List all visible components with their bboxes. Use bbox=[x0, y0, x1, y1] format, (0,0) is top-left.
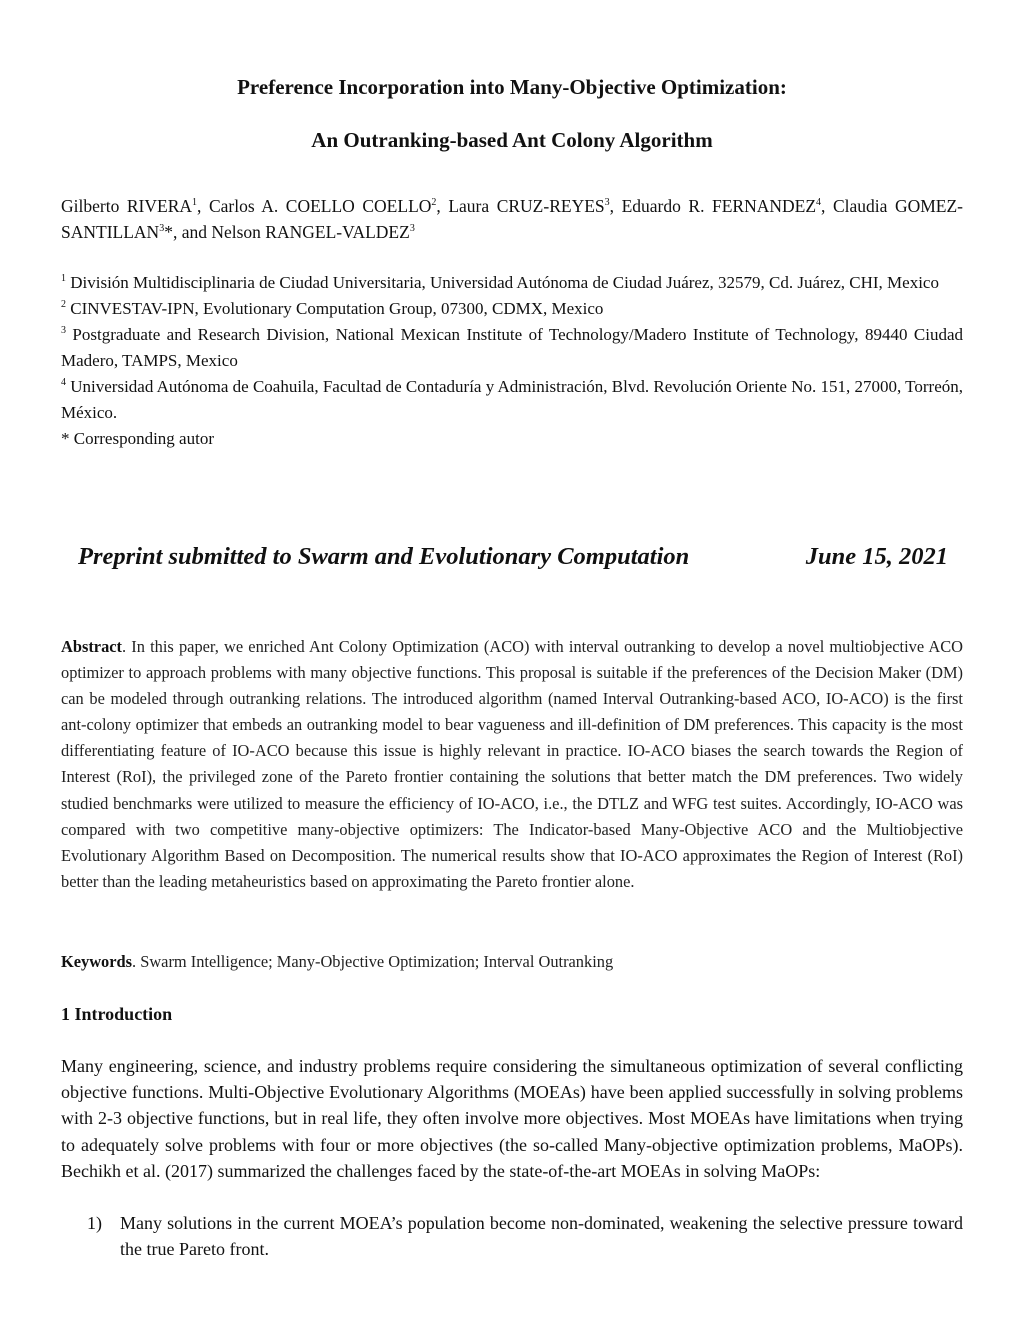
keywords-heading: Keywords bbox=[61, 952, 133, 971]
affiliation-item bbox=[61, 296, 963, 322]
author-separator: , bbox=[609, 196, 622, 216]
list-item-number: 1) bbox=[87, 1213, 102, 1233]
affiliation-number: 1 bbox=[61, 273, 66, 284]
keywords bbox=[61, 949, 963, 975]
list-item bbox=[61, 1210, 963, 1262]
keywords-text: . Swarm Intelligence; Many-Objective Optimization; Interval Outranking bbox=[132, 952, 614, 971]
affiliation-item bbox=[61, 374, 963, 426]
author-affiliation-mark: 4 bbox=[816, 197, 822, 208]
affiliation-text: Universidad Autónoma de Coahuila, Facultad de Contaduría y Administración, Blvd. Revolución Oriente No. 151, 27000, Torreón, México. bbox=[61, 377, 963, 422]
author-affiliation-mark: 3 bbox=[604, 197, 610, 208]
list-item-text: Many solutions in the current MOEA’s population become non-dominated, weakening the selective pressure toward the true Pareto front. bbox=[120, 1213, 963, 1260]
paper-title-line-2: An Outranking-based Ant Colony Algorithm bbox=[311, 128, 713, 152]
affiliation-number: 3 bbox=[61, 325, 66, 336]
author-affiliation-mark: 3 bbox=[409, 223, 415, 234]
affiliation-list bbox=[61, 270, 963, 452]
author-affiliation-mark: 2 bbox=[431, 197, 437, 208]
preprint-banner bbox=[78, 541, 948, 573]
affiliation-text: División Multidisciplinaria de Ciudad Universitaria, Universidad Autónoma de Ciudad Juárez, 32579, Cd. Juárez, CHI, Mexico bbox=[66, 273, 939, 292]
affiliation-number: 4 bbox=[61, 377, 66, 388]
corresponding-author-note: * Corresponding autor bbox=[61, 429, 214, 448]
affiliation-text: CINVESTAV-IPN, Evolutionary Computation Group, 07300, CDMX, Mexico bbox=[66, 299, 604, 318]
preprint-date: June 15, 2021 bbox=[805, 543, 948, 570]
author-name: Eduardo R. FERNANDEZ bbox=[621, 196, 817, 216]
author-affiliation-mark: 3 bbox=[159, 223, 165, 234]
author-name: Laura CRUZ-REYES bbox=[448, 196, 605, 216]
author-name: Claudia GOMEZ-SANTILLAN bbox=[61, 196, 964, 242]
affiliation-item bbox=[61, 270, 963, 296]
abstract-heading: Abstract bbox=[61, 637, 122, 656]
introduction-paragraph: Many engineering, science, and industry problems require considering the simultaneous optimization of several conflicting objective functions. Multi-Objective Evolutionary Algorithms (MOEAs) have been applied successfully in solving problems with 2-3 objective functions, but in real life, they often involve more objectives. Most MOEAs have limitations when trying to adequately solve problems with four or more objectives (the so-called Many-objective optimization problems, MaOPs). Bechikh et al. (2017) summarized the challenges faced by the state-of-the-art MOEAs in solving MaOPs: bbox=[61, 1056, 963, 1181]
affiliation-text: Postgraduate and Research Division, National Mexican Institute of Technology/Madero Institute of Technology, 89440 Ciudad Madero, TAMPS, Mexico bbox=[61, 325, 963, 370]
author-name: Carlos A. COELLO COELLO bbox=[208, 196, 432, 216]
author-name: Gilberto RIVERA bbox=[61, 196, 193, 216]
author-separator: , bbox=[821, 196, 833, 216]
section-heading-introduction: 1 Introduction bbox=[61, 1004, 173, 1024]
preprint-label: Preprint submitted to Swarm and Evolutionary Computation bbox=[78, 543, 690, 570]
author-affiliation-mark: 1 bbox=[192, 197, 198, 208]
affiliation-number: 2 bbox=[61, 299, 66, 310]
paper-title-line-1: Preference Incorporation into Many-Objective Optimization: bbox=[237, 75, 787, 99]
author-list bbox=[61, 193, 963, 245]
abstract-text: . In this paper, we enriched Ant Colony Optimization (ACO) with interval outranking to develop a novel multiobjective ACO optimizer to approach problems with many objective functions. This proposal is suitable if the preferences of the Decision Maker (DM) can be modeled through outranking relations. The introduced algorithm (named Interval Outranking-based ACO, IO-ACO) is the first ant-colony optimizer that embeds an outranking model to bear vagueness and ill-definition of DM preferences. This capacity is the most differentiating feature of IO-ACO because this issue is highly relevant in practice. IO-ACO biases the search towards the Region of Interest (RoI), the privileged zone of the Pareto frontier containing the solutions that better match the DM preferences. Two widely studied benchmarks were utilized to measure the efficiency of IO-ACO, i.e., the DTLZ and WFG test suites. Accordingly, IO-ACO was compared with two competitive many-objective optimizers: The Indicator-based Many-Objective ACO and the Multiobjective Evolutionary Algorithm Based on Decomposition. The numerical results show that IO-ACO approximates the Region of Interest (RoI) better than the leading metaheuristics based on approximating the Pareto frontier alone. bbox=[61, 637, 963, 891]
abstract bbox=[61, 634, 963, 895]
affiliation-item bbox=[61, 322, 963, 374]
author-name: Nelson RANGEL-VALDEZ bbox=[211, 222, 410, 242]
author-separator: , bbox=[436, 196, 449, 216]
author-separator: , bbox=[197, 196, 209, 216]
author-separator: *, and bbox=[164, 222, 212, 242]
